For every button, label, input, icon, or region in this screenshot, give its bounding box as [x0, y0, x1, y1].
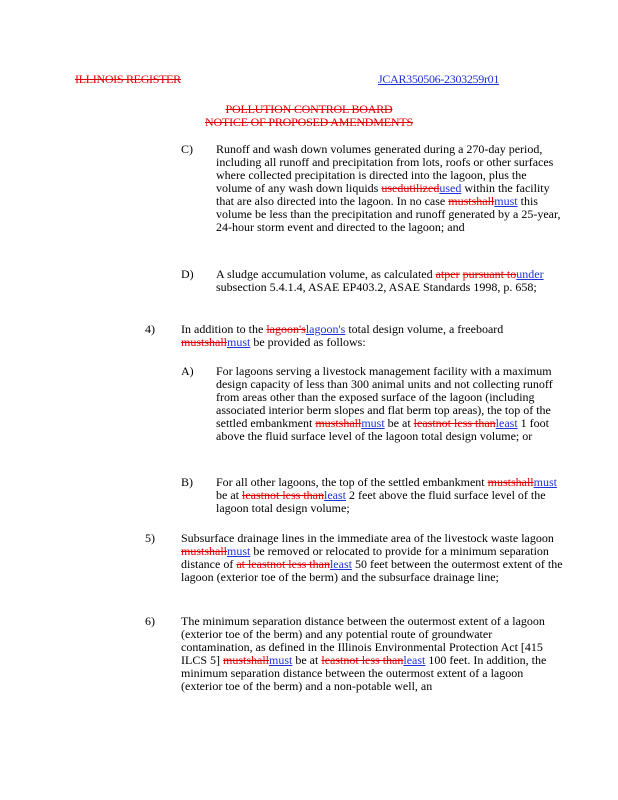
item-label-5: 5) [145, 531, 155, 545]
text: be removed or relocated to provide for a minimum separation distance of [181, 544, 549, 571]
paragraph-4 [181, 323, 561, 349]
deleted-text: must [448, 194, 472, 208]
deleted-text: must [223, 653, 247, 667]
deleted-text: per [444, 267, 460, 281]
deleted-text: not less than [435, 416, 496, 430]
deleted-text: pursuant to [462, 267, 517, 281]
text: subsection 5.4.1.4, ASAE EP403.2, ASAE Standards 1998, p. 658; [216, 280, 537, 294]
jcar-code-inserted: r01 [483, 72, 500, 86]
notice-title: NOTICE OF PROPOSED AMENDMENTS [205, 115, 413, 129]
inserted-text: least [403, 653, 426, 667]
board-title: POLLUTION CONTROL BOARD [225, 102, 393, 116]
text: Subsurface drainage lines in the immediate area of the livestock waste lagoon [181, 531, 554, 545]
deleted-text: must [181, 335, 205, 349]
register-header: ILLINOIS REGISTER [75, 72, 181, 86]
deleted-text: least [321, 653, 344, 667]
paragraph-d [216, 268, 562, 294]
inserted-text: least [329, 557, 352, 571]
inserted-text: must [533, 475, 557, 489]
inserted-text: lagoon's [305, 322, 346, 336]
inserted-text: least [495, 416, 518, 430]
deleted-text: not less than [269, 557, 330, 571]
deleted-text: must [487, 475, 511, 489]
jcar-code-deleted: JCAR350506-2303259 [378, 72, 484, 86]
text: For lagoons serving a livestock management facility with a maximum design capacity of less than 300 animal units and not collecting runoff from areas other than the exposed surface of the lagoon (including associated interior berm slopes and flat berm top areas), the top of the settled embankment [216, 364, 553, 430]
inserted-text: must [269, 653, 293, 667]
paragraph-a [216, 365, 578, 443]
deleted-text: shall [204, 335, 228, 349]
text: The minimum separation distance between the outermost extent of a lagoon (exterior toe of the berm) and any potential route of groundwater contamination, as defined in the Illinois Environmental Protection Act [415 ILCS 5] [181, 614, 545, 667]
item-label-c: C) [181, 142, 193, 156]
text: A sludge accumulation volume, as calculated [216, 267, 436, 281]
inserted-text: must [494, 194, 518, 208]
text: be at [292, 653, 322, 667]
inserted-text: must [227, 544, 251, 558]
text: 1 foot above the fluid surface level of the lagoon total design volume; or [216, 416, 550, 443]
deleted-text: utilized [403, 181, 440, 195]
text: 2 feet above the fluid surface level of the lagoon total design volume; [216, 488, 546, 515]
deleted-text: not less than [264, 488, 324, 502]
inserted-text: under [516, 267, 544, 281]
text: 50 feet between the outermost extent of the lagoon (exterior toe of the berm) and the subsurface drainage line; [181, 557, 563, 584]
jcar-code [378, 72, 499, 87]
deleted-text: used [381, 181, 404, 195]
item-label-4: 4) [145, 322, 155, 336]
text: within the facility that are also directed into the lagoon. In no case [216, 181, 550, 208]
deleted-text: shall [471, 194, 495, 208]
paragraph-6 [181, 615, 565, 693]
deleted-text: shall [338, 416, 362, 430]
deleted-text: least [242, 488, 264, 502]
inserted-text: must [227, 335, 251, 349]
deleted-text: at least [236, 557, 270, 571]
inserted-text: used [439, 181, 462, 195]
deleted-text: must [181, 544, 205, 558]
item-label-d: D) [181, 267, 194, 281]
paragraph-5 [181, 532, 565, 584]
item-label-a: A) [181, 364, 194, 378]
deleted-text: shall [510, 475, 534, 489]
text: 100 feet. In addition, the minimum separation distance between the outermost extent of a lagoon (exterior toe of the berm) and a non-potable well, an [181, 653, 547, 693]
item-label-6: 6) [145, 614, 155, 628]
text: this volume be less than the precipitation and runoff generated by a 25-year, 24-hour storm event and directed to the lagoon; and [216, 194, 561, 234]
deleted-text: least [413, 416, 436, 430]
text: In addition to the [181, 322, 267, 336]
text: total design volume, a freeboard [345, 322, 504, 336]
paragraph-c [216, 143, 562, 234]
paragraph-b [216, 476, 562, 515]
deleted-text: lagoon's [266, 322, 306, 336]
text: For all other lagoons, the top of the settled embankment [216, 475, 488, 489]
deleted-text: must [315, 416, 339, 430]
inserted-text: must [361, 416, 385, 430]
deleted-text: shall [204, 544, 228, 558]
deleted-text: at [435, 267, 445, 281]
deleted-text: shall [246, 653, 270, 667]
item-label-b: B) [181, 475, 193, 489]
inserted-text: least [324, 488, 346, 502]
text: be at [216, 488, 242, 502]
deleted-text: not less than [343, 653, 404, 667]
text: be at [384, 416, 414, 430]
text: Runoff and wash down volumes generated during a 270-day period, including all runoff and precipitation from lots, roofs or other surfaces where collected precipitation is directed into the lagoon, plus the volume of any wash down liquids [216, 142, 554, 195]
text: be provided as follows: [250, 335, 366, 349]
